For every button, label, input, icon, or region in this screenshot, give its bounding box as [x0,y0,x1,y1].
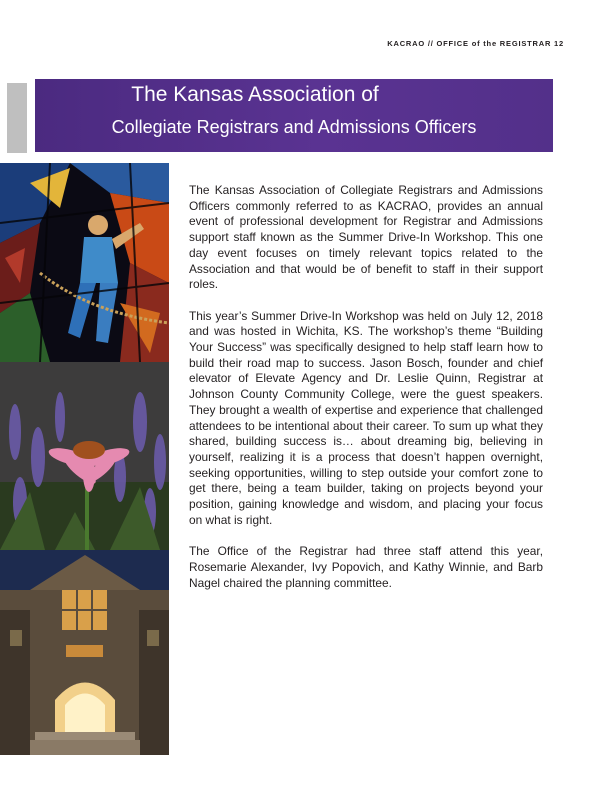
running-header: KACRAO // OFFICE of the REGISTRAR 12 [387,39,564,48]
stained-glass-photo [0,163,169,362]
banner-title-line1: The Kansas Association of [131,83,379,106]
building-photo [0,550,169,755]
accent-bar [7,83,27,153]
article-body [189,183,543,607]
article-paragraph: The Office of the Registrar had three staff attend this year, Rosemarie Alexander, Ivy Popovich, and Kathy Winnie, and Barb Nagel chaired the planning committee. [189,544,543,590]
banner-title-line2: Collegiate Registrars and Admissions Officers [111,117,477,137]
title-banner [35,79,553,152]
article-paragraph: This year’s Summer Drive-In Workshop was held on July 12, 2018 and was hosted in Wichita, KS. The workshop’s theme “Building Your Success” was specifically designed to help staff learn how to build their road map to success. Jason Bosch, founder and chief elevator of Elevate Agency and Dr. Leslie Quinn, Registrar at Johnson County Community College, were the guest speakers. They brought a wealth of expertise and experience that challenged attendees to be intentional about their career. To sum up what they shared, building success is… about dreaming big, believing in yourself, realizing it is a process that doesn’t happen overnight, seeking opportunities, willing to step outside your comfort zone to get there, being a team builder, taking on projects beyond your position, gaining knowledge and wisdom, and placing your focus on what is right. [189,308,543,527]
flower-photo [0,362,169,550]
article-paragraph: The Kansas Association of Collegiate Registrars and Admissions Officers commonly referred to as KACRAO, provides an annual event of professional development for Registrar and Admissions support staff known as the Summer Drive-In Workshop. This one day event focuses on timely relevant topics related to the Association and that would be of benefit to staff in their support roles. [189,183,543,292]
